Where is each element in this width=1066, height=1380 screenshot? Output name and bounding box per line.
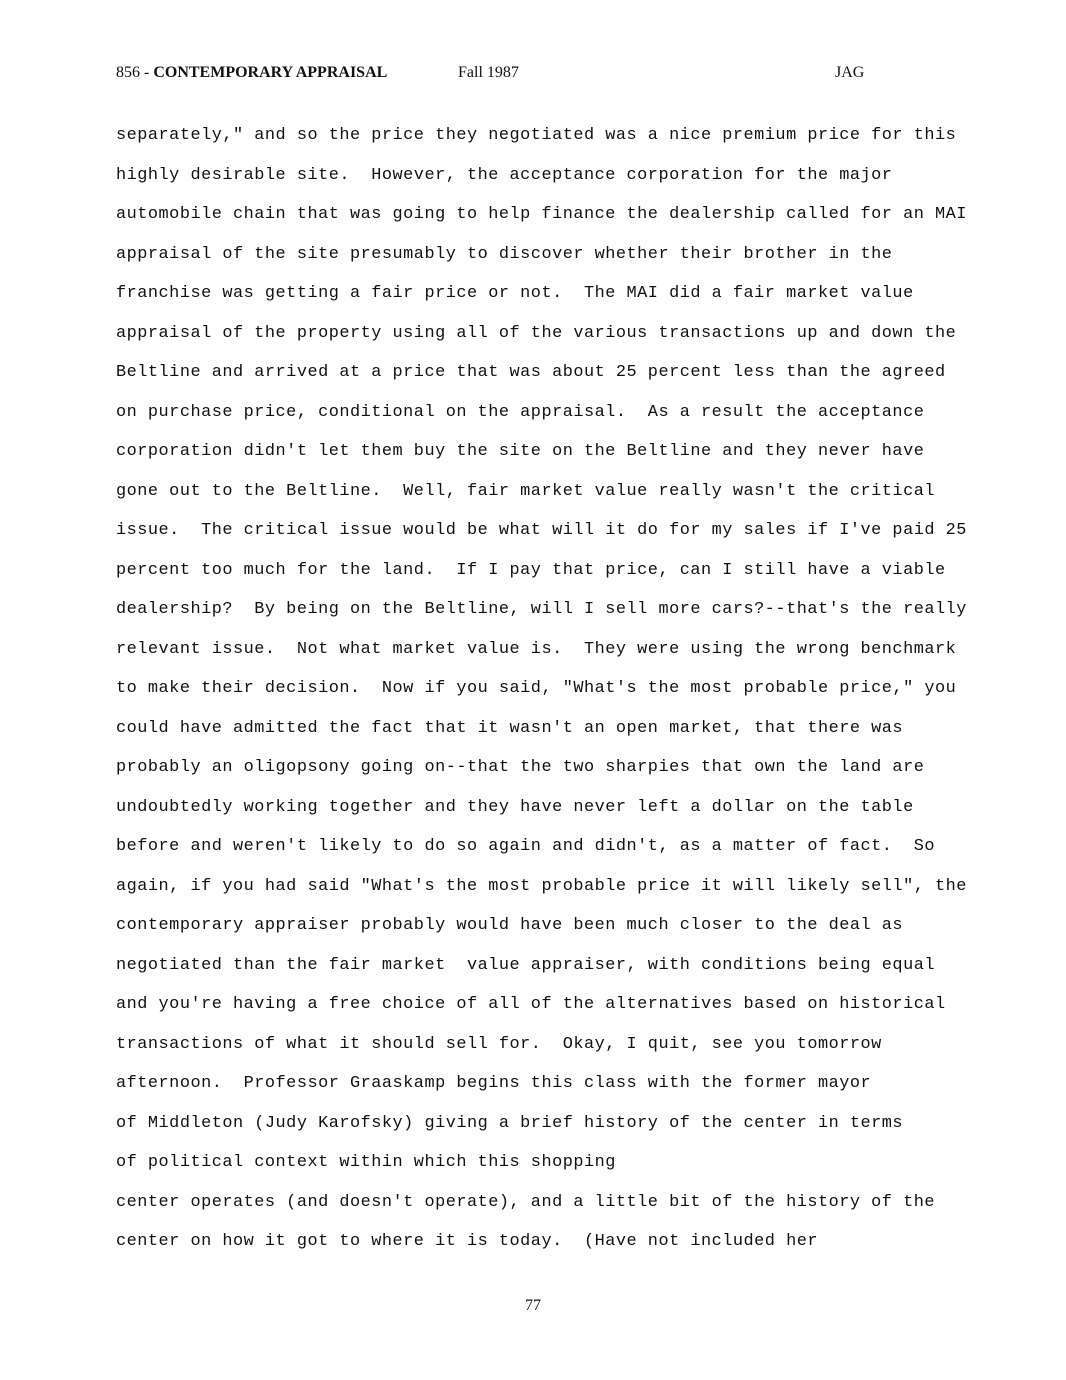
body-line: and you're having a free choice of all of the alternatives based on historical bbox=[116, 995, 946, 1014]
body-line: relevant issue. Not what market value is. They were using the wrong benchmark bbox=[116, 639, 957, 659]
body-line: could have admitted the fact that it wasn't an open market, that there was bbox=[116, 718, 904, 738]
running-header bbox=[116, 62, 876, 86]
header-course bbox=[116, 62, 387, 84]
body-line: automobile chain that was going to help finance the dealership called for an MAI bbox=[116, 205, 967, 224]
transcript-body bbox=[116, 122, 1016, 1268]
body-line: probably an oligopsony going on--that the two sharpies that own the land are bbox=[116, 758, 925, 777]
body-line: franchise was getting a fair price or not. The MAI did a fair market value bbox=[116, 284, 914, 303]
body-line: on purchase price, conditional on the appraisal. As a result the acceptance bbox=[116, 402, 925, 422]
body-line: of political context within which this shopping bbox=[116, 1153, 616, 1172]
body-line: again, if you had said "What's the most probable price it will likely sell", the bbox=[116, 876, 967, 896]
body-line: transactions of what it should sell for. Okay, I quit, see you tomorrow bbox=[116, 1034, 882, 1054]
body-line: of Middleton (Judy Karofsky) giving a brief history of the center in terms bbox=[116, 1113, 904, 1133]
body-line: before and weren't likely to do so again and didn't, as a matter of fact. So bbox=[116, 837, 935, 856]
body-line: Beltline and arrived at a price that was about 25 percent less than the agreed bbox=[116, 363, 946, 382]
page-number: 77 bbox=[525, 1297, 541, 1314]
body-line: issue. The critical issue would be what will it do for my sales if I've paid 25 bbox=[116, 521, 967, 540]
body-line: afternoon. Professor Graaskamp begins this class with the former mayor bbox=[116, 1074, 872, 1093]
body-line: appraisal of the property using all of the various transactions up and down the bbox=[116, 323, 957, 343]
body-line: separately," and so the price they negotiated was a nice premium price for this bbox=[116, 126, 957, 145]
body-line: contemporary appraiser probably would have been much closer to the deal as bbox=[116, 916, 904, 935]
header-page-prefix: 856 - bbox=[116, 64, 154, 81]
body-line: center operates (and doesn't operate), and a little bit of the history of the bbox=[116, 1192, 935, 1212]
body-line: undoubtedly working together and they have never left a dollar on the table bbox=[116, 797, 914, 817]
body-line: percent too much for the land. If I pay that price, can I still have a viable bbox=[116, 560, 946, 580]
body-line: corporation didn't let them buy the site on the Beltline and they never have bbox=[116, 442, 925, 461]
body-line: to make their decision. Now if you said, "What's the most probable price," you bbox=[116, 679, 957, 698]
body-line: dealership? By being on the Beltline, will I sell more cars?--that's the really bbox=[116, 600, 967, 619]
body-line: gone out to the Beltline. Well, fair market value really wasn't the critical bbox=[116, 481, 935, 501]
header-term: Fall 1987 bbox=[458, 64, 519, 81]
body-line: appraisal of the site presumably to discover whether their brother in the bbox=[116, 244, 893, 264]
body-line: negotiated than the fair market value appraiser, with conditions being equal bbox=[116, 955, 935, 975]
body-line: highly desirable site. However, the acceptance corporation for the major bbox=[116, 165, 893, 185]
body-line: center on how it got to where it is today. (Have not included her bbox=[116, 1232, 818, 1251]
header-course-title: CONTEMPORARY APPRAISAL bbox=[153, 64, 388, 81]
header-initials: JAG bbox=[835, 64, 865, 81]
